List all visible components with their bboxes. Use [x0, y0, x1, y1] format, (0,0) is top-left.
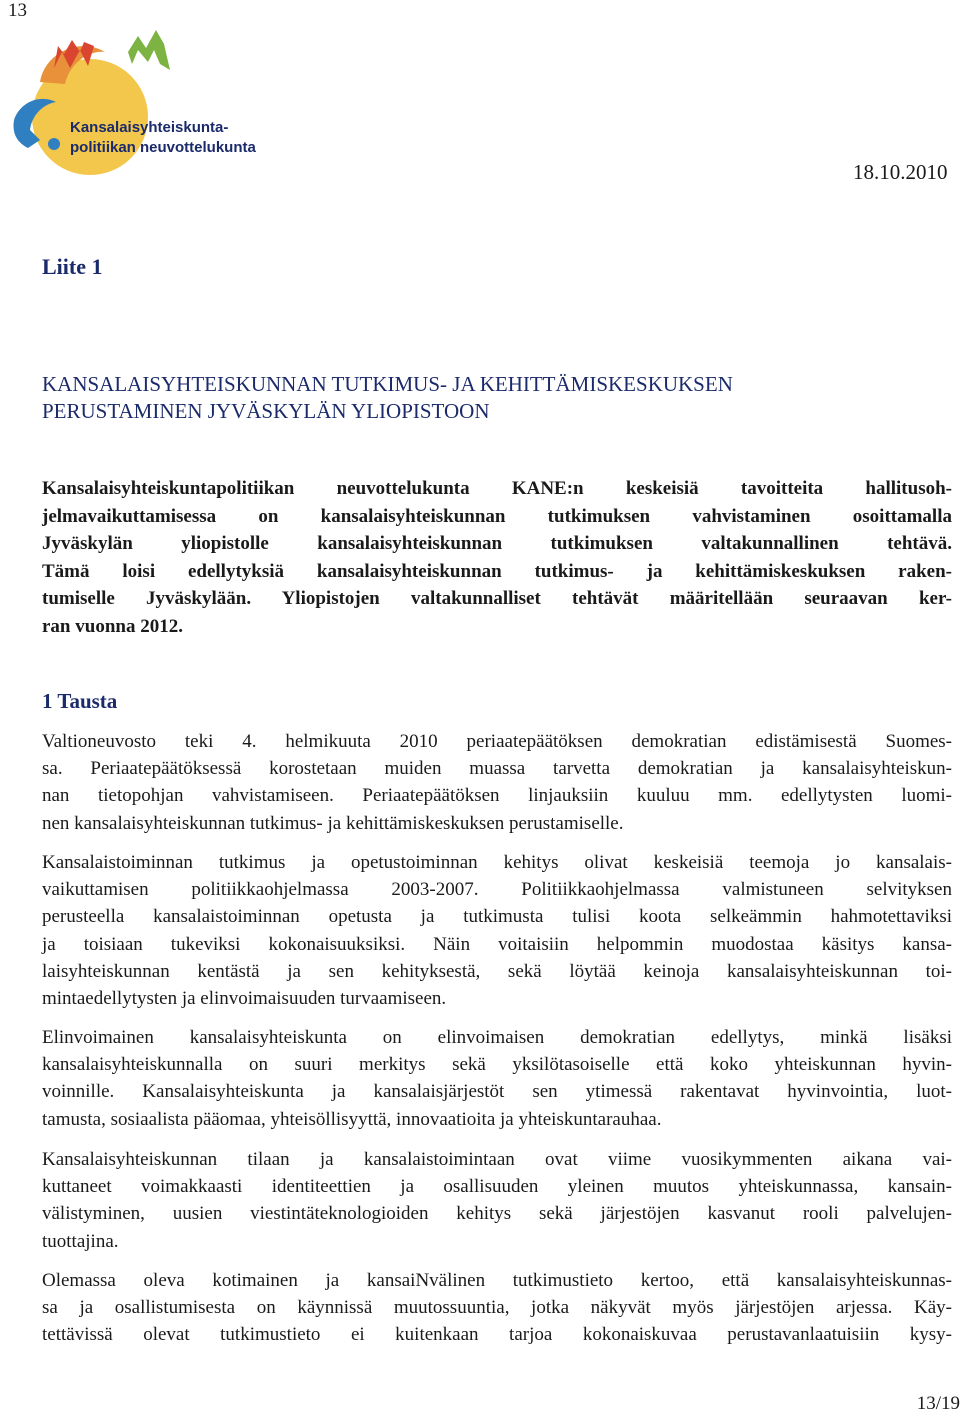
paragraph-line: kuttaneet voimakkaasti identiteettien ja osallisuuden yleinen muutos yhteiskunnassa, kansain-	[42, 1176, 952, 1198]
page-counter: 13/19	[916, 1393, 960, 1414]
paragraph-line: sa ja osallistumisesta on käynnissä muutossuuntia, jotka näkyvät myös järjestöjen arjessa. Käy-	[42, 1297, 952, 1319]
paragraph-line: vaikuttamisen politiikkaohjelmassa 2003-2007. Politiikkaohjelmassa valmistuneen selvityksen	[42, 879, 952, 901]
body-paragraph	[42, 1267, 952, 1349]
intro-line: tumiselle Jyväskylään. Yliopistojen valtakunnalliset tehtävät määritellään seuraavan ker-	[42, 588, 952, 610]
paragraph-line: Elinvoimainen kansalaisyhteiskunta on elinvoimaisen demokratian edellytys, minkä lisäksi	[42, 1027, 952, 1048]
paragraph-line: tamusta, sosiaalista pääomaa, yhteisöllisyyttä, innovaatioita ja yhteiskuntarauhaa.	[42, 1108, 662, 1130]
paragraph-line: perusteella kansalaistoiminnan opetusta ja tutkimusta tulisi koota selkeämmin hahmotettaviksi	[42, 906, 952, 928]
document-date: 18.10.2010	[853, 160, 948, 184]
body-paragraph	[42, 849, 952, 1012]
intro-line: Tämä loisi edellytyksiä kansalaisyhteiskunnan tutkimus- ja kehittämiskeskuksen raken-	[42, 560, 952, 582]
paragraph-line: Kansalaisyhteiskunnan tilaan ja kansalaistoimintaan ovat viime vuosikymmenten aikana vai-	[42, 1149, 952, 1170]
title-line: KANSALAISYHTEISKUNNAN TUTKIMUS- JA KEHITTÄMISKESKUKSEN	[42, 372, 733, 396]
document-title	[42, 371, 932, 425]
paragraph-line: Valtioneuvosto teki 4. helmikuuta 2010 periaatepäätöksen demokratian edistämisestä Suomes-	[42, 731, 952, 752]
intro-line: Jyväskylän yliopistolle kansalaisyhteiskunnan tutkimuksen valtakunnallinen tehtävä.	[42, 533, 952, 555]
logo-text-line1: Kansalaisyhteiskunta-	[70, 119, 229, 136]
logo-text-line2: politiikan neuvottelukunta	[70, 139, 256, 156]
paragraph-line: nan tietopohjan vahvistamiseen. Periaatepäätöksen linjauksiin kuuluu mm. edellytysten luomi-	[42, 785, 952, 807]
page-number-top: 13	[8, 0, 27, 21]
paragraph-line: kansalaisyhteiskunnalla on suuri merkitys sekä yksilötasoiselle että koko yhteiskunnan hyvin-	[42, 1054, 952, 1076]
intro-paragraph	[42, 475, 952, 641]
logo	[10, 22, 274, 202]
intro-line: ran vuonna 2012.	[42, 615, 183, 637]
appendix-label: Liite 1	[42, 254, 103, 279]
paragraph-line: Olemassa oleva kotimainen ja kansaiNvälinen tutkimustieto kertoo, että kansalaisyhteiskunnas-	[42, 1270, 952, 1291]
intro-line: Kansalaisyhteiskuntapolitiikan neuvottelukunta KANE:n keskeisiä tavoitteita hallitusoh-	[42, 478, 952, 499]
paragraph-line: laisyhteiskunnan kentästä ja sen kehityksestä, sekä löytää keinoja kansalaisyhteiskunnan toi-	[42, 960, 952, 982]
paragraph-line: tettävissä olevat tutkimustieto ei kuitenkaan tarjoa kokonaiskuvaa perustavanlaatuisiin kysy-	[42, 1324, 952, 1346]
body-paragraph	[42, 1024, 952, 1133]
paragraph-line: voinnille. Kansalaisyhteiskunta ja kansalaisjärjestöt sen ytimessä rakentavat hyvinvointia, luot-	[42, 1081, 952, 1103]
paragraph-line: sa. Periaatepäätöksessä korostetaan muiden muassa tarvetta demokratian ja kansalaisyhteiskun-	[42, 758, 952, 780]
intro-line: jelmavaikuttamisessa on kansalaisyhteiskunnan tutkimuksen vahvistaminen osoittamalla	[42, 505, 952, 527]
section-heading: 1 Tausta	[42, 689, 118, 713]
title-line: PERUSTAMINEN JYVÄSKYLÄN YLIOPISTOON	[42, 399, 490, 423]
body-paragraph	[42, 1146, 952, 1255]
paragraph-line: välistyminen, uusien viestintäteknologioiden kehitys sekä järjestöjen kasvanut rooli palvelujen-	[42, 1203, 952, 1225]
paragraph-line: ja toisiaan tukeviksi kokonaisuuksiksi. Näin voitaisiin helpommin muodostaa käsitys kansa-	[42, 933, 952, 955]
paragraph-line: mintaedellytysten ja elinvoimaisuuden turvaamiseen.	[42, 988, 447, 1010]
paragraph-line: tuottajina.	[42, 1230, 119, 1252]
body-paragraph	[42, 728, 952, 837]
paragraph-line: nen kansalaisyhteiskunnan tutkimus- ja kehittämiskeskuksen perustamiselle.	[42, 812, 624, 834]
paragraph-line: Kansalaistoiminnan tutkimus ja opetustoiminnan kehitys olivat keskeisiä teemoja jo kansalais-	[42, 852, 952, 873]
logo-emblem-icon	[10, 22, 274, 202]
